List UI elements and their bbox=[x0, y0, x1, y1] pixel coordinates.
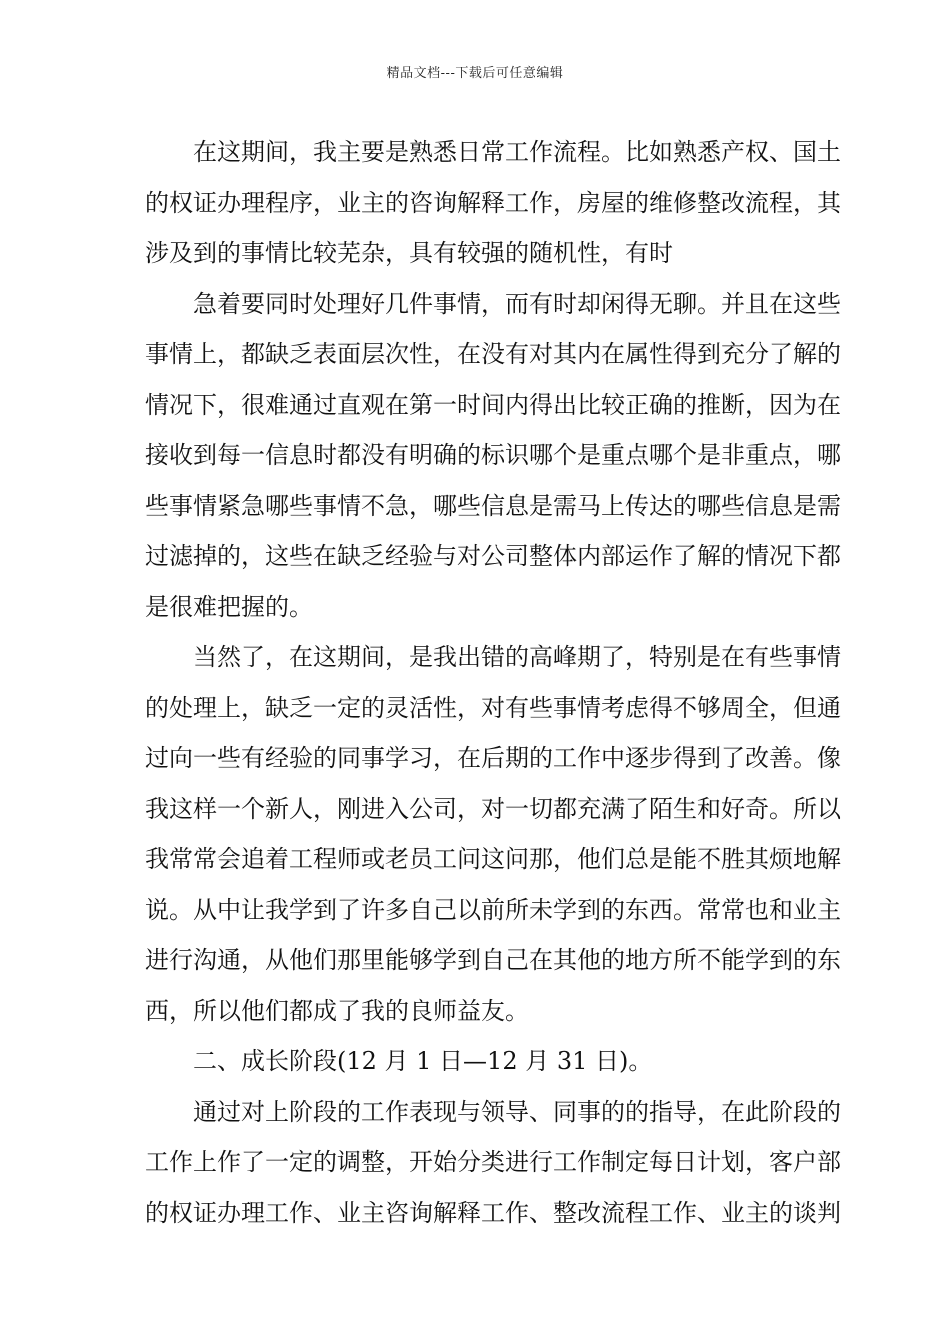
text-line: 过滤掉的，这些在缺乏经验与对公司整体内部运作了解的情况下都 bbox=[145, 542, 841, 570]
text-line: 我常常会追着工程师或老员工问这问那，他们总是能不胜其烦地解 bbox=[145, 845, 841, 873]
text-line: 西，所以他们都成了我的良师益友。 bbox=[145, 996, 529, 1025]
text-line: 进行沟通，从他们那里能够学到自己在其他的地方所不能学到的东 bbox=[145, 946, 841, 974]
text-line: 工作上作了一定的调整，开始分类进行工作制定每日计划，客户部 bbox=[145, 1148, 841, 1176]
text-line: 的权证办理程序，业主的咨询解释工作，房屋的维修整改流程，其 bbox=[145, 188, 841, 217]
paragraph bbox=[145, 632, 841, 1036]
text-line: 说。从中让我学到了许多自己以前所未学到的东西。常常也和业主 bbox=[145, 895, 841, 924]
paragraph bbox=[145, 127, 841, 279]
section-heading bbox=[145, 1036, 809, 1087]
page-header: 精品文档---下载后可任意编辑 bbox=[386, 66, 564, 81]
text-line: 接收到每一信息时都没有明确的标识哪个是重点哪个是非重点，哪 bbox=[145, 441, 841, 469]
paragraph bbox=[145, 1087, 841, 1239]
text-line: 的权证办理工作、业主咨询解释工作、整改流程工作、业主的谈判 bbox=[145, 1198, 841, 1227]
text-line: 的处理上，缺乏一定的灵活性，对有些事情考虑得不够周全，但通 bbox=[145, 693, 841, 722]
text-line: 些事情紧急哪些事情不急，哪些信息是需马上传达的哪些信息是需 bbox=[145, 491, 841, 520]
text-line: 涉及到的事情比较芜杂，具有较强的随机性，有时 bbox=[145, 239, 673, 267]
text-line: 急着要同时处理好几件事情，而有时却闲得无聊。并且在这些 bbox=[193, 289, 841, 318]
document-body bbox=[145, 127, 841, 1238]
text-line: 事情上，都缺乏表面层次性，在没有对其内在属性得到充分了解的 bbox=[145, 340, 841, 368]
paragraph bbox=[145, 279, 841, 633]
text-line: 二、成长阶段(12 月 1 日—12 月 31 日)。 bbox=[193, 1047, 653, 1075]
text-line: 情况下，很难通过直观在第一时间内得出比较正确的推断，因为在 bbox=[145, 390, 841, 419]
text-line: 在这期间，我主要是熟悉日常工作流程。比如熟悉产权、国土 bbox=[193, 138, 841, 166]
text-line: 通过对上阶段的工作表现与领导、同事的的指导，在此阶段的 bbox=[193, 1097, 841, 1126]
text-line: 当然了，在这期间，是我出错的高峰期了，特别是在有些事情 bbox=[193, 643, 841, 671]
text-line: 我这样一个新人，刚进入公司，对一切都充满了陌生和好奇。所以 bbox=[145, 794, 841, 823]
text-line: 是很难把握的。 bbox=[145, 592, 313, 621]
text-line: 过向一些有经验的同事学习，在后期的工作中逐步得到了改善。像 bbox=[145, 744, 841, 772]
